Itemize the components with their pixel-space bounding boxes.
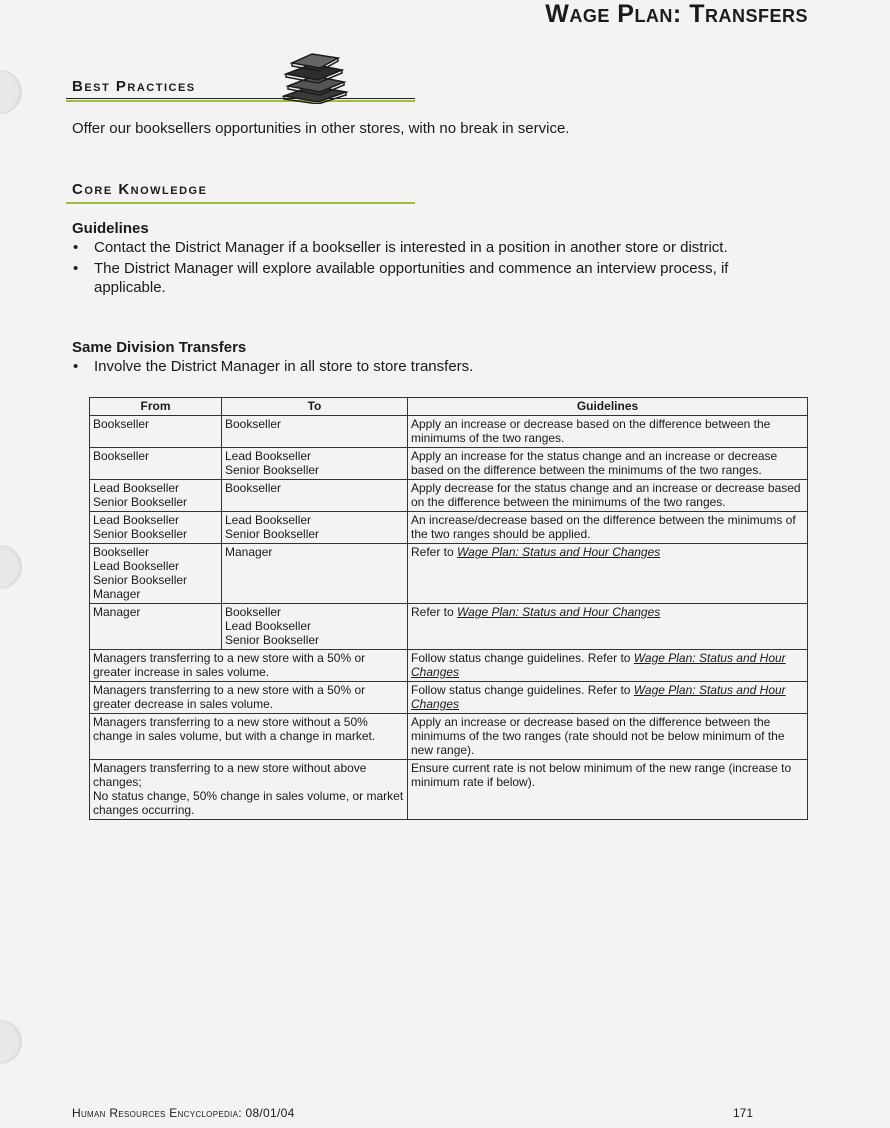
to-cell	[222, 480, 408, 512]
status-hour-changes-link[interactable]: Wage Plan: Status and Hour Changes	[411, 683, 786, 711]
position-label: Lead Bookseller	[93, 513, 180, 527]
binder-hole	[0, 1020, 22, 1064]
table-row	[90, 760, 808, 820]
status-hour-changes-link[interactable]: Wage Plan: Status and Hour Changes	[457, 545, 661, 559]
guidelines-list	[72, 238, 772, 299]
core-knowledge-heading: Core Knowledge	[72, 181, 208, 198]
guidelines-cell	[408, 650, 808, 682]
from-cell	[90, 512, 222, 544]
column-header-to: To	[222, 398, 408, 416]
footer-source: Human Resources Encyclopedia: 08/01/04	[72, 1106, 295, 1120]
from-cell	[90, 480, 222, 512]
position-label: Lead Bookseller	[225, 449, 312, 463]
best-practices-accent-rule	[66, 100, 415, 102]
position-label: Senior Bookseller	[93, 495, 188, 509]
position-label: Bookseller	[93, 417, 150, 431]
position-label: Manager	[93, 587, 141, 601]
to-cell	[222, 544, 408, 604]
best-practices-text: Offer our booksellers opportunities in other stores, with no break in service.	[72, 120, 570, 137]
table-row	[90, 682, 808, 714]
list-item: • Involve the District Manager in all store to store transfers.	[72, 357, 772, 376]
same-division-heading: Same Division Transfers	[72, 339, 247, 356]
position-label: Senior Bookseller	[225, 463, 320, 477]
guidelines-heading: Guidelines	[72, 220, 149, 237]
table-header-row	[90, 398, 808, 416]
manager-condition-cell: Managers transferring to a new store without a 50% change in sales volume, but with a change in market.	[90, 714, 408, 760]
from-cell	[90, 416, 222, 448]
binder-hole	[0, 70, 22, 114]
position-label: Manager	[93, 605, 141, 619]
guidelines-cell: Apply an increase or decrease based on the difference between the minimums of the two ranges.	[408, 416, 808, 448]
guidelines-cell: Apply an increase for the status change and an increase or decrease based on the difference between the minimums of the two ranges.	[408, 448, 808, 480]
core-knowledge-accent-rule	[66, 202, 415, 204]
position-label: Bookseller	[225, 605, 282, 619]
table-row	[90, 448, 808, 480]
page-title: Wage Plan: Transfers	[545, 0, 808, 28]
status-hour-changes-link[interactable]: Wage Plan: Status and Hour Changes	[411, 651, 786, 679]
guidelines-prefix: Refer to	[411, 545, 458, 559]
table-row	[90, 416, 808, 448]
position-label: Lead Bookseller	[93, 481, 180, 495]
status-hour-changes-link[interactable]: Wage Plan: Status and Hour Changes	[457, 605, 661, 619]
position-label: Senior Bookseller	[225, 527, 320, 541]
condition-line: Managers transferring to a new store without above changes;	[93, 761, 367, 789]
guidelines-cell: Ensure current rate is not below minimum of the new range (increase to minimum rate if below).	[408, 760, 808, 820]
table-row	[90, 512, 808, 544]
guidelines-cell: Apply an increase or decrease based on the difference between the minimums of the two ranges (rate should not be below minimum of the new range).	[408, 714, 808, 760]
position-label: Bookseller	[93, 449, 150, 463]
position-label: Senior Bookseller	[225, 633, 320, 647]
position-label: Senior Bookseller	[93, 573, 188, 587]
manager-condition-cell: Managers transferring to a new store with a 50% or greater decrease in sales volume.	[90, 682, 408, 714]
position-label: Lead Bookseller	[93, 559, 180, 573]
transfer-guidelines-table	[89, 397, 808, 820]
guidelines-prefix: Refer to	[411, 605, 458, 619]
position-label: Manager	[225, 545, 273, 559]
guidelines-cell	[408, 604, 808, 650]
stack-of-books-icon	[278, 52, 350, 104]
column-header-from: From	[90, 398, 222, 416]
manager-condition-cell: Managers transferring to a new store with a 50% or greater increase in sales volume.	[90, 650, 408, 682]
table-row	[90, 544, 808, 604]
page-number: 171	[733, 1106, 754, 1120]
position-label: Bookseller	[225, 481, 282, 495]
from-cell	[90, 544, 222, 604]
manager-condition-cell	[90, 760, 408, 820]
guidelines-cell	[408, 682, 808, 714]
table-row	[90, 714, 808, 760]
position-label: Senior Bookseller	[93, 527, 188, 541]
condition-line: No status change, 50% change in sales volume, or market changes occurring.	[93, 789, 404, 817]
best-practices-heading: Best Practices	[72, 78, 196, 95]
best-practices-rule	[66, 98, 415, 99]
guidelines-prefix: Follow status change guidelines. Refer to	[411, 651, 634, 665]
position-label: Bookseller	[225, 417, 282, 431]
to-cell	[222, 416, 408, 448]
to-cell	[222, 448, 408, 480]
guidelines-prefix: Follow status change guidelines. Refer to	[411, 683, 634, 697]
position-label: Bookseller	[93, 545, 150, 559]
column-header-guidelines: Guidelines	[408, 398, 808, 416]
guidelines-cell	[408, 544, 808, 604]
position-label: Lead Bookseller	[225, 513, 312, 527]
same-division-list	[72, 357, 772, 378]
to-cell	[222, 604, 408, 650]
guidelines-cell: An increase/decrease based on the difference between the minimums of the two ranges should be applied.	[408, 512, 808, 544]
to-cell	[222, 512, 408, 544]
from-cell	[90, 448, 222, 480]
list-item: • Contact the District Manager if a bookseller is interested in a position in another store or district.	[72, 238, 772, 257]
table-row	[90, 604, 808, 650]
guidelines-cell: Apply decrease for the status change and an increase or decrease based on the difference between the minimums of the two ranges.	[408, 480, 808, 512]
table-row	[90, 650, 808, 682]
from-cell	[90, 604, 222, 650]
position-label: Lead Bookseller	[225, 619, 312, 633]
binder-hole	[0, 545, 22, 589]
table-row	[90, 480, 808, 512]
list-item: • The District Manager will explore available opportunities and commence an interview process, if applicable.	[72, 259, 772, 297]
